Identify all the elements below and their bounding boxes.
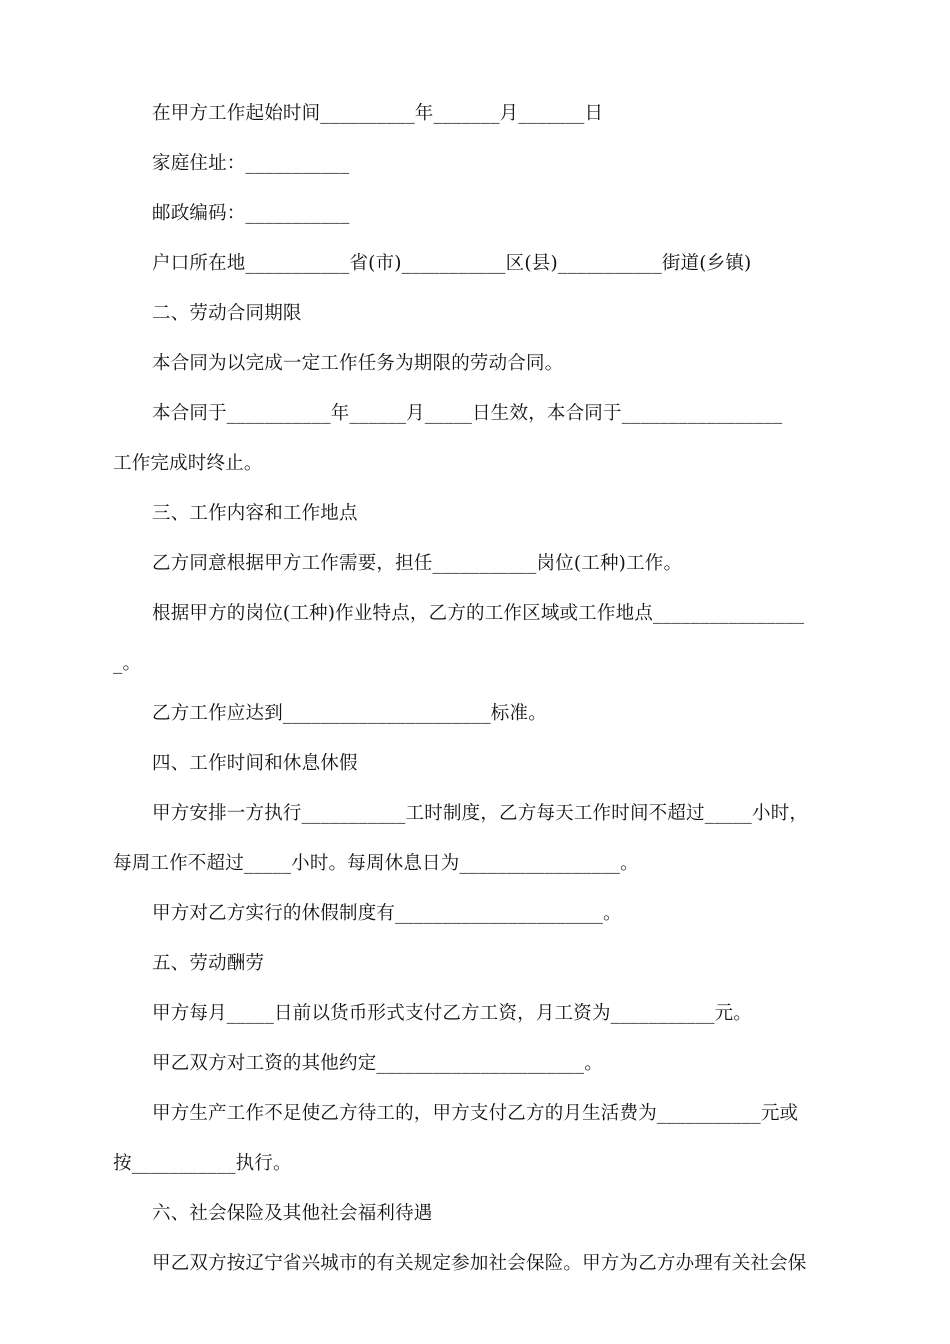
work-location-line: 根据甲方的岗位(工种)作业特点，乙方的工作区域或工作地点________________	[152, 603, 805, 624]
working-hours-line-cont: 每周工作不超过_____小时。每周休息日为_________________。	[113, 853, 639, 874]
work-location-line-cont: _。	[113, 653, 142, 674]
postal-code-line: 邮政编码：___________	[152, 203, 350, 224]
work-standard-line: 乙方工作应达到______________________标准。	[152, 703, 547, 724]
contract-effective-line: 本合同于___________年______月_____日生效，本合同于_________________	[152, 403, 783, 424]
home-address-line: 家庭住址：___________	[152, 153, 350, 174]
household-registration-line: 户口所在地___________省(市)___________区(县)___________街道(乡镇)	[152, 253, 752, 274]
section-heading-contract-term: 二、劳动合同期限	[152, 303, 302, 324]
contract-type-paragraph: 本合同为以完成一定工作任务为期限的劳动合同。	[152, 353, 564, 374]
idle-allowance-line-cont: 按___________执行。	[113, 1153, 292, 1174]
salary-other-agreement-line: 甲乙双方对工资的其他约定______________________。	[152, 1053, 604, 1074]
contract-effective-line-cont: 工作完成时终止。	[113, 453, 263, 474]
section-heading-work-time: 四、工作时间和休息休假	[152, 753, 358, 774]
idle-allowance-line: 甲方生产工作不足使乙方待工的，甲方支付乙方的月生活费为___________元或	[152, 1103, 799, 1124]
vacation-policy-line: 甲方对乙方实行的休假制度有______________________。	[152, 903, 622, 924]
section-heading-compensation: 五、劳动酬劳	[152, 953, 265, 974]
section-heading-social-insurance: 六、社会保险及其他社会福利待遇	[152, 1203, 433, 1224]
work-start-date-line: 在甲方工作起始时间__________年_______月_______日	[152, 103, 604, 124]
salary-payment-line: 甲方每月_____日前以货币形式支付乙方工资，月工资为___________元。	[152, 1003, 753, 1024]
position-paragraph: 乙方同意根据甲方工作需要，担任___________岗位(工种)工作。	[152, 553, 683, 574]
working-hours-line: 甲方安排一方执行___________工时制度，乙方每天工作时间不超过_____小时，	[152, 803, 809, 824]
social-insurance-paragraph: 甲乙双方按辽宁省兴城市的有关规定参加社会保险。甲方为乙方办理有关社会保	[152, 1253, 807, 1274]
section-heading-work-content: 三、工作内容和工作地点	[152, 503, 358, 524]
